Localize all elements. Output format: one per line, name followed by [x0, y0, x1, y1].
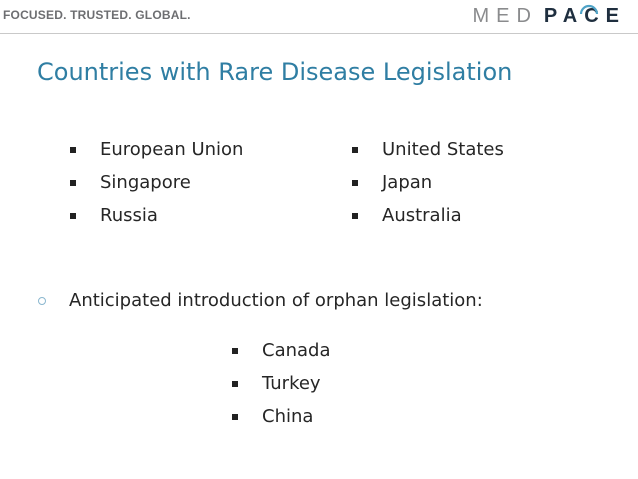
list-item — [352, 133, 504, 166]
circle-bullet-icon — [38, 297, 46, 305]
square-bullet-icon — [352, 213, 358, 219]
logo-bold-text: PACE — [543, 4, 626, 27]
square-bullet-icon — [70, 180, 76, 186]
logo-text-light: MED — [472, 4, 538, 27]
list-item-text: Singapore — [100, 172, 191, 193]
tagline: FOCUSED. TRUSTED. GLOBAL. — [3, 8, 191, 22]
slide-title: Countries with Rare Disease Legislation — [37, 58, 513, 86]
legislation-list-right — [352, 133, 504, 232]
list-item — [70, 133, 243, 166]
list-item — [352, 199, 504, 232]
anticipated-legislation-point — [38, 290, 483, 311]
list-item-text: China — [262, 406, 314, 427]
list-item-text: Japan — [382, 172, 433, 193]
list-item-text: United States — [382, 139, 504, 160]
square-bullet-icon — [352, 180, 358, 186]
square-bullet-icon — [70, 213, 76, 219]
medpace-logo — [472, 5, 626, 27]
list-item — [232, 334, 331, 367]
square-bullet-icon — [70, 147, 76, 153]
list-item-text: Canada — [262, 340, 331, 361]
anticipated-text: Anticipated introduction of orphan legislation: — [69, 290, 483, 311]
square-bullet-icon — [352, 147, 358, 153]
list-item-text: Russia — [100, 205, 158, 226]
square-bullet-icon — [232, 348, 238, 354]
list-item — [70, 166, 243, 199]
list-item — [232, 400, 331, 433]
anticipated-list — [232, 334, 331, 433]
legislation-list-left — [70, 133, 243, 232]
square-bullet-icon — [232, 381, 238, 387]
header-divider — [0, 33, 638, 34]
list-item — [232, 367, 331, 400]
list-item-text: European Union — [100, 139, 244, 160]
list-item-text: Turkey — [262, 373, 321, 394]
list-item-text: Australia — [382, 205, 462, 226]
square-bullet-icon — [232, 414, 238, 420]
header-bar — [0, 0, 638, 36]
logo-arc-icon — [579, 3, 599, 15]
list-item — [70, 199, 243, 232]
list-item — [352, 166, 504, 199]
